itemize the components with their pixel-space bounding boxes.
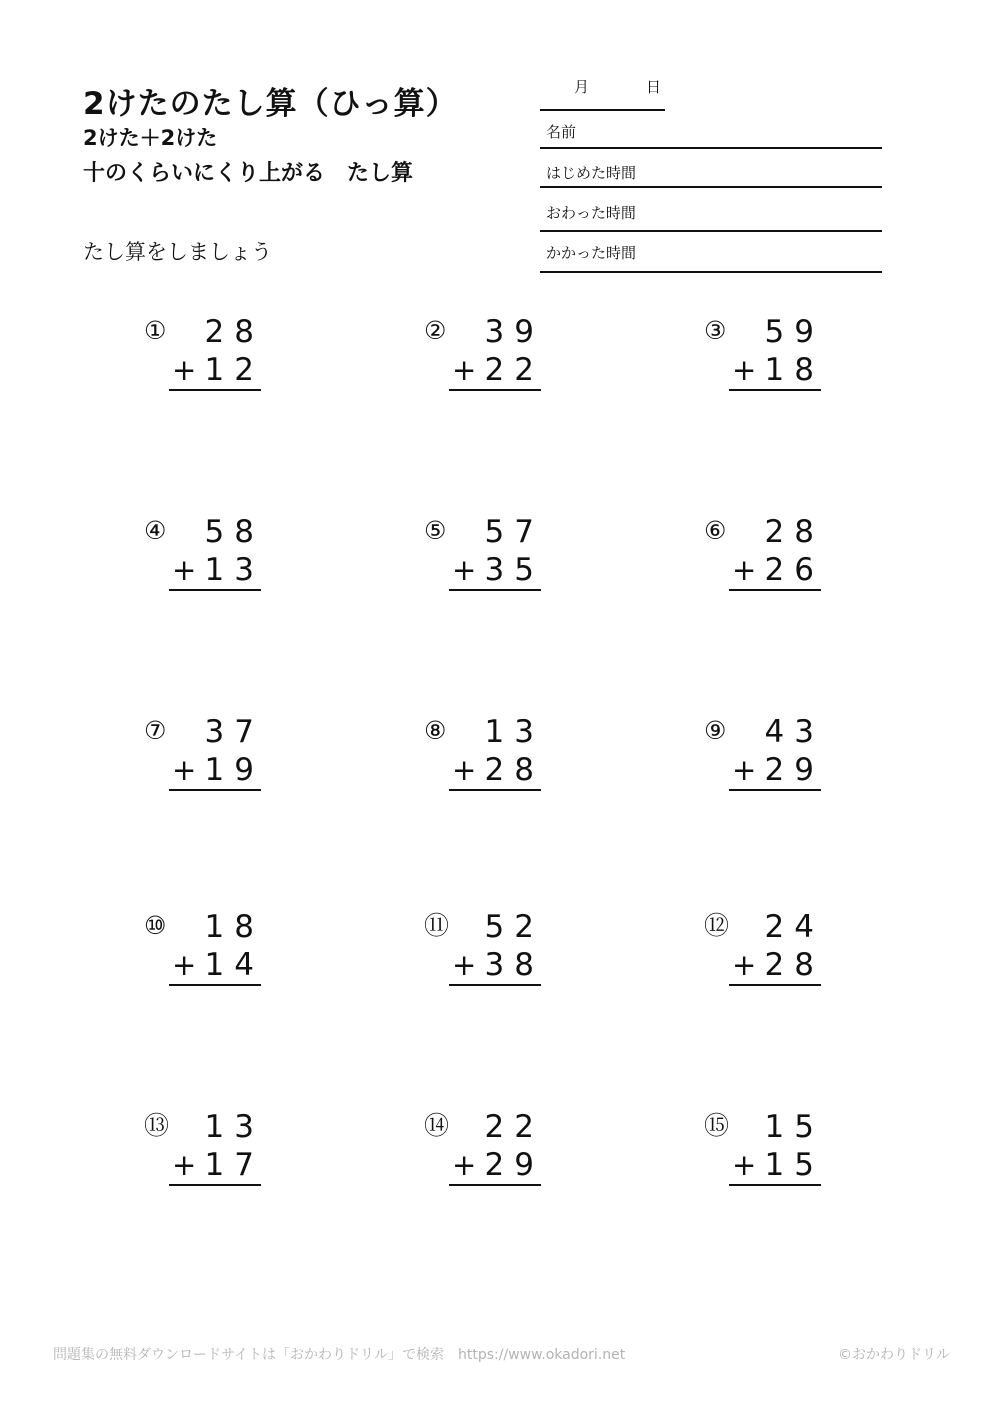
column-addition: [449, 909, 544, 986]
addend-bottom: 26: [764, 552, 824, 588]
addend-bottom: 18: [764, 352, 824, 388]
plus-sign: +: [732, 553, 757, 587]
plus-sign: +: [172, 1148, 197, 1182]
plus-sign: +: [452, 753, 477, 787]
plus-sign: +: [452, 553, 477, 587]
column-addition: [169, 314, 264, 391]
problem-number: ⑮: [704, 1111, 730, 1140]
addend-top: 13: [204, 1109, 264, 1145]
addend-top: 15: [764, 1109, 824, 1145]
addition-problem: [704, 1110, 834, 1210]
column-addition: [729, 314, 824, 391]
problem-number: ⑪: [424, 911, 450, 940]
addend-bottom: 14: [204, 947, 264, 983]
addend-bottom: 15: [764, 1147, 824, 1183]
column-addition: [729, 1109, 824, 1186]
addend-top: 24: [764, 909, 824, 945]
addition-problem: [144, 715, 274, 815]
problem-number: ③: [704, 316, 727, 345]
problem-number: ⑧: [424, 716, 447, 745]
addend-bottom: 29: [484, 1147, 544, 1183]
addend-top: 22: [484, 1109, 544, 1145]
problem-number: ⑦: [144, 716, 167, 745]
day-label: 日: [646, 78, 662, 96]
addition-problem: [704, 315, 834, 415]
addend-bottom: 13: [204, 552, 264, 588]
addend-bottom: 28: [484, 752, 544, 788]
addition-problem: [144, 315, 274, 415]
plus-sign: +: [732, 948, 757, 982]
problem-number: ⑤: [424, 516, 447, 545]
addend-top: 28: [204, 314, 264, 350]
addition-problem: [424, 515, 554, 615]
elapsed-time-label: かかった時間: [546, 244, 637, 262]
subtitle-carry-type: 十のくらいにくり上がる たし算: [83, 161, 414, 186]
addend-bottom: 38: [484, 947, 544, 983]
addition-problem: [424, 910, 554, 1010]
addend-bottom: 28: [764, 947, 824, 983]
addition-problem: [424, 315, 554, 415]
plus-sign: +: [452, 1148, 477, 1182]
addend-top: 52: [484, 909, 544, 945]
column-addition: [729, 514, 824, 591]
plus-sign: +: [452, 353, 477, 387]
problem-number: ②: [424, 316, 447, 345]
addend-bottom: 22: [484, 352, 544, 388]
subtitle-digit-format: 2けた＋2けた: [83, 126, 218, 150]
column-addition: [449, 1109, 544, 1186]
addend-top: 37: [204, 714, 264, 750]
addend-bottom: 17: [204, 1147, 264, 1183]
plus-sign: +: [732, 353, 757, 387]
plus-sign: +: [172, 353, 197, 387]
plus-sign: +: [172, 553, 197, 587]
start-time-label: はじめた時間: [546, 164, 637, 182]
addition-problem: [144, 910, 274, 1010]
column-addition: [169, 909, 264, 986]
name-label: 名前: [546, 123, 577, 141]
problem-number: ⑨: [704, 716, 727, 745]
problem-number: ⑭: [424, 1111, 450, 1140]
addend-top: 13: [484, 714, 544, 750]
addition-problem: [424, 1110, 554, 1210]
addend-top: 28: [764, 514, 824, 550]
plus-sign: +: [452, 948, 477, 982]
addend-top: 57: [484, 514, 544, 550]
addend-top: 59: [764, 314, 824, 350]
problem-number: ⑩: [144, 911, 167, 940]
addend-top: 18: [204, 909, 264, 945]
addend-top: 39: [484, 314, 544, 350]
plus-sign: +: [732, 753, 757, 787]
instruction-text: たし算をしましょう: [83, 240, 272, 264]
problem-number: ④: [144, 516, 167, 545]
plus-sign: +: [172, 753, 197, 787]
addend-bottom: 29: [764, 752, 824, 788]
addend-bottom: 12: [204, 352, 264, 388]
problem-number: ⑥: [704, 516, 727, 545]
month-label: 月: [574, 78, 590, 96]
footer-copyright: ©おかわりドリル: [838, 1347, 950, 1363]
addend-bottom: 19: [204, 752, 264, 788]
column-addition: [169, 714, 264, 791]
addend-top: 58: [204, 514, 264, 550]
end-time-label: おわった時間: [546, 204, 636, 222]
addition-problem: [424, 715, 554, 815]
plus-sign: +: [172, 948, 197, 982]
column-addition: [169, 1109, 264, 1186]
addition-problem: [704, 910, 834, 1010]
addend-bottom: 35: [484, 552, 544, 588]
column-addition: [729, 909, 824, 986]
page-title: 2けたのたし算（ひっ算）: [83, 86, 458, 122]
column-addition: [729, 714, 824, 791]
column-addition: [169, 514, 264, 591]
column-addition: [449, 314, 544, 391]
addition-problem: [704, 715, 834, 815]
problem-number: ①: [144, 316, 167, 345]
addition-problem: [144, 515, 274, 615]
column-addition: [449, 514, 544, 591]
problem-number: ⑫: [704, 911, 730, 940]
addition-problem: [704, 515, 834, 615]
addend-top: 43: [764, 714, 824, 750]
plus-sign: +: [732, 1148, 757, 1182]
problem-number: ⑬: [144, 1111, 170, 1140]
column-addition: [449, 714, 544, 791]
footer-site-credit: 問題集の無料ダウンロードサイトは「おかわりドリル」で検索 https://www.okadori.net: [53, 1347, 626, 1363]
addition-problem: [144, 1110, 274, 1210]
